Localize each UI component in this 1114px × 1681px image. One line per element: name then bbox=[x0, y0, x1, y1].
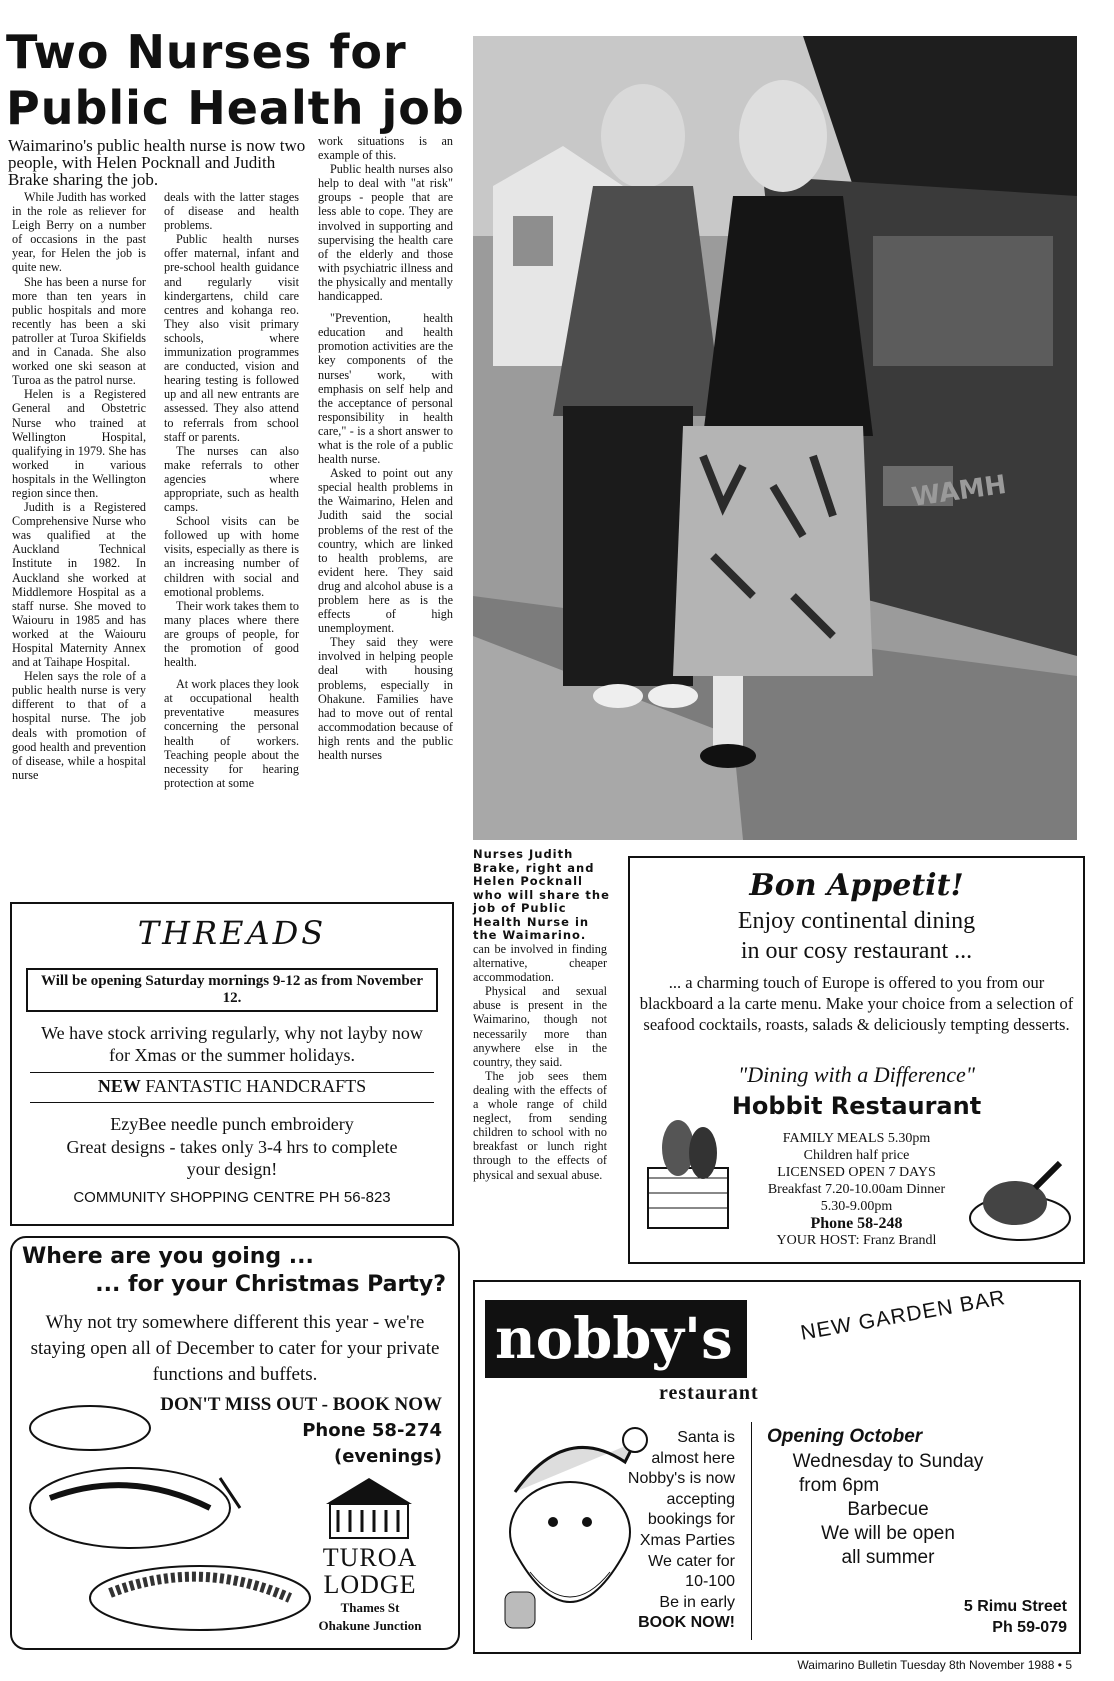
nobbys-from: from 6pm bbox=[799, 1475, 880, 1496]
turoa-lodge-advert bbox=[10, 1236, 460, 1650]
nobbys-days: Wednesday to Sunday bbox=[792, 1451, 984, 1472]
nobbys-opening: Opening October bbox=[767, 1426, 923, 1447]
bon-appetit-sub1: Enjoy continental dining bbox=[737, 908, 976, 934]
threads-designs: Great designs - takes only 3-4 hrs to complete your design! bbox=[66, 1137, 398, 1179]
hobbit-hours: Breakfast 7.20-10.00am Dinner bbox=[767, 1182, 946, 1197]
turoa-head-1: Where are you going ... bbox=[22, 1244, 314, 1269]
nobbys-santa-text bbox=[625, 1428, 735, 1634]
santa-line: Santa is bbox=[677, 1429, 735, 1446]
hobbit-host: YOUR HOST: Franz Brandl bbox=[776, 1233, 937, 1248]
headline-line-1: Two Nurses for bbox=[6, 25, 407, 79]
turoa-lodge-name-2: LODGE bbox=[323, 1570, 417, 1599]
paragraph: work situations is an example of this. bbox=[318, 134, 453, 163]
paragraph: Their work takes them to many places where there are groups of people, for the promotion of good health. bbox=[164, 598, 299, 670]
threads-ezybee: EzyBee needle punch embroidery bbox=[110, 1114, 354, 1134]
paragraph: They said they were involved in helping people deal with housing problems, especially in Ohakune. Families have had to move out of rental accommodation because of high rents and the public health nurses bbox=[318, 635, 453, 763]
hobbit-phone: Phone 58-248 bbox=[810, 1215, 903, 1232]
photo-caption: Nurses Judith Brake, right and Helen Pocknall who will share the job of Public Health Nurse in the Waimarino. bbox=[473, 847, 610, 942]
threads-new: NEW bbox=[97, 1076, 141, 1096]
nobbys-advert bbox=[473, 1280, 1081, 1654]
article-column-2 bbox=[164, 190, 299, 790]
turoa-lodge-name bbox=[312, 1544, 428, 1598]
threads-centre: COMMUNITY SHOPPING CENTRE PH 56-823 bbox=[73, 1189, 391, 1206]
threads-notice-text: Will be opening Saturday mornings 9-12 as from November 12. bbox=[41, 973, 423, 1006]
bon-appetit-slogan: "Dining with a Difference" bbox=[737, 1062, 975, 1087]
hobbit-licensed: LICENSED OPEN 7 DAYS bbox=[777, 1165, 936, 1180]
santa-line: Be in early bbox=[659, 1593, 735, 1611]
turoa-evenings: (evenings) bbox=[334, 1446, 442, 1467]
turoa-lodge-name-1: TUROA bbox=[322, 1543, 418, 1572]
bon-appetit-sub2: in our cosy restaurant ... bbox=[740, 938, 973, 964]
turoa-dont-miss: DON'T MISS OUT - BOOK NOW bbox=[160, 1394, 442, 1415]
santa-line: bookings for bbox=[647, 1511, 735, 1529]
nobbys-open-1: We will be open bbox=[821, 1523, 955, 1544]
article-column-3 bbox=[318, 134, 453, 762]
paragraph: While Judith has worked in the role as reliever for Leigh Berry on a number of occasions in the past year, for Helen the job is quite new. bbox=[12, 190, 146, 275]
paragraph: The job sees them dealing with the effects of a whole range of child neglect, from sending children to school with no breakfast or lunch right through to the effects of physical and sexual abuse. bbox=[473, 1068, 607, 1182]
turoa-phone: Phone 58-274 bbox=[302, 1420, 442, 1441]
santa-line: 10-100 bbox=[685, 1573, 735, 1591]
turoa-street: Thames St bbox=[340, 1600, 400, 1615]
nobbys-address bbox=[964, 1596, 1067, 1638]
paragraph: She has been a nurse for more than ten years in public hospitals and more recently has been a ski patroller at Turoa Skifields and in Canada. She also worked one ski season at Turoa as the patrol nurse. bbox=[12, 274, 146, 388]
paragraph: Judith is a Registered Comprehensive Nurse who was qualified at the Auckland Technical Institute in 1982. In Auckland she worked at Middlemore Hospital as a staff nurse. She moved to Waiouru in 1985 and has worked at the Waiouru Hospital Maternity Annex and at Taihape Hospital. bbox=[12, 500, 146, 670]
bon-appetit-title: Bon Appetit! bbox=[749, 868, 964, 903]
nurses-photo-illustration bbox=[473, 36, 1077, 840]
nobbys-logo bbox=[485, 1300, 747, 1378]
paragraph: School visits can be followed up with home visits, especially as there is an increasing number of children with social and emotional problems. bbox=[164, 514, 299, 599]
roast-chicken-illustration bbox=[965, 1148, 1075, 1248]
threads-title: THREADS bbox=[137, 914, 327, 952]
hobbit-hours-2: 5.30-9.00pm bbox=[820, 1199, 893, 1214]
paragraph: At work places they look at occupational health preventative measures concerning the personal health of workers. Teaching people about the necessity for hearing protection at some bbox=[164, 677, 299, 790]
nurses-photo bbox=[473, 36, 1077, 840]
santa-line: BOOK NOW! bbox=[638, 1614, 735, 1632]
bon-appetit-advert bbox=[628, 856, 1085, 1264]
nobbys-hours bbox=[763, 1450, 1013, 1570]
santa-line: We cater for bbox=[648, 1552, 735, 1570]
turoa-town: Ohakune Junction bbox=[318, 1618, 422, 1633]
hobbit-children: Children half price bbox=[803, 1148, 910, 1163]
headline bbox=[6, 24, 466, 136]
paragraph: "Prevention, health education and health promotion activities are the key components of the nurses' work, with emphasis on self help and the acceptance of personal responsibility in health care," - is a short answer to what is the role of a public health nurse. bbox=[318, 311, 453, 467]
nobbys-street: 5 Rimu Street bbox=[963, 1598, 1067, 1615]
headline-line-2: Public Health job bbox=[6, 81, 465, 135]
hobbit-meals: FAMILY MEALS 5.30pm bbox=[782, 1131, 931, 1146]
paragraph: Public health nurses also help to deal with "at risk" groups - people that are less able to cope. They are involved in supporting and supervising the health care of the elderly and those with psychiatric illness and the physically and mentally handicapped. bbox=[318, 162, 453, 304]
paragraph: can be involved in finding alternative, cheaper accommodation. bbox=[473, 942, 607, 985]
article-column-1 bbox=[12, 190, 146, 782]
nobbys-logo-text: nobby's bbox=[495, 1306, 733, 1372]
santa-line: accepting bbox=[666, 1490, 735, 1508]
nobbys-bbq: Barbecue bbox=[847, 1499, 929, 1520]
santa-line: Nobby's is now bbox=[627, 1470, 735, 1488]
threads-stock-text: We have stock arriving regularly, why not layby now for Xmas or the summer holidays. bbox=[41, 1023, 423, 1065]
page-footer: Waimarino Bulletin Tuesday 8th November 1988 • 5 bbox=[797, 1658, 1072, 1672]
corn-basket-illustration bbox=[638, 1108, 738, 1248]
buffet-food-illustration bbox=[20, 1378, 320, 1638]
paragraph: Helen says the role of a public health nurse is very different to that of a hospital nurse. The job deals with promotion of good health and prevention of disease, while a hospital nurse bbox=[12, 669, 146, 782]
nobbys-open-2: all summer bbox=[841, 1547, 935, 1568]
turoa-body: Why not try somewhere different this year - we're staying open all of December to cater for your private functions and buffets. bbox=[30, 1312, 440, 1385]
paragraph: Public health nurses offer maternal, infant and pre-school health guidance and regularly visit kindergartens, child care centres and kohanga reo. They also visit primary schools, where immunization programmes are conducted, vision and hearing testing is followed up and all new entrants are assessed. They also attend to referrals from school staff or parents. bbox=[164, 232, 299, 444]
bon-appetit-blurb: ... a charming touch of Europe is offered to you from our blackboard a la carte menu. Make your choice from a selection of seafood cocktails, roasts, salads & deliciously tempting desserts. bbox=[639, 973, 1074, 1034]
hobbit-restaurant-name: Hobbit Restaurant bbox=[731, 1092, 982, 1120]
paragraph: Helen is a Registered General and Obstetric Nurse who trained at Wellington Hospital, qualifying in 1979. She has worked in various hospitals in the Wellington region since then. bbox=[12, 387, 146, 500]
paragraph: Asked to point out any special health problems in the Waimarino, Helen and Judith said the social problems of the rest of the country, which are linked to health problems, are evident here. They said drug and alcohol abuse is a problem here as is the effects of high unemployment. bbox=[318, 466, 453, 636]
lodge-building-illustration bbox=[322, 1474, 416, 1540]
paragraph: deals with the latter stages of disease and health problems. bbox=[164, 190, 299, 233]
threads-advert bbox=[10, 902, 454, 1226]
article-lede: Waimarino's public health nurse is now two people, with Helen Pocknall and Judith Brake sharing the job. bbox=[8, 136, 306, 189]
paragraph: Physical and sexual abuse is present in the Waimarino, though not necessarily more than anywhere else in the country, they said. bbox=[473, 984, 607, 1069]
hobbit-details bbox=[730, 1130, 983, 1249]
nobbys-phone: Ph 59-079 bbox=[992, 1619, 1067, 1636]
nobbys-garden-bar: NEW GARDEN BAR bbox=[798, 1286, 1008, 1345]
santa-line: almost here bbox=[651, 1449, 735, 1467]
paragraph: The nurses can also make referrals to other agencies where appropriate, such as health camps. bbox=[164, 443, 299, 515]
nobbys-restaurant: restaurant bbox=[659, 1382, 759, 1404]
threads-handcrafts bbox=[12, 1076, 452, 1097]
turoa-head-2: ... for your Christmas Party? bbox=[95, 1272, 446, 1297]
santa-line: Xmas Parties bbox=[639, 1531, 735, 1549]
threads-handcrafts-text: FANTASTIC HANDCRAFTS bbox=[145, 1076, 367, 1096]
article-column-4 bbox=[473, 942, 607, 1182]
car-lettering: WAMH bbox=[909, 469, 1009, 513]
threads-notice bbox=[26, 968, 438, 1012]
